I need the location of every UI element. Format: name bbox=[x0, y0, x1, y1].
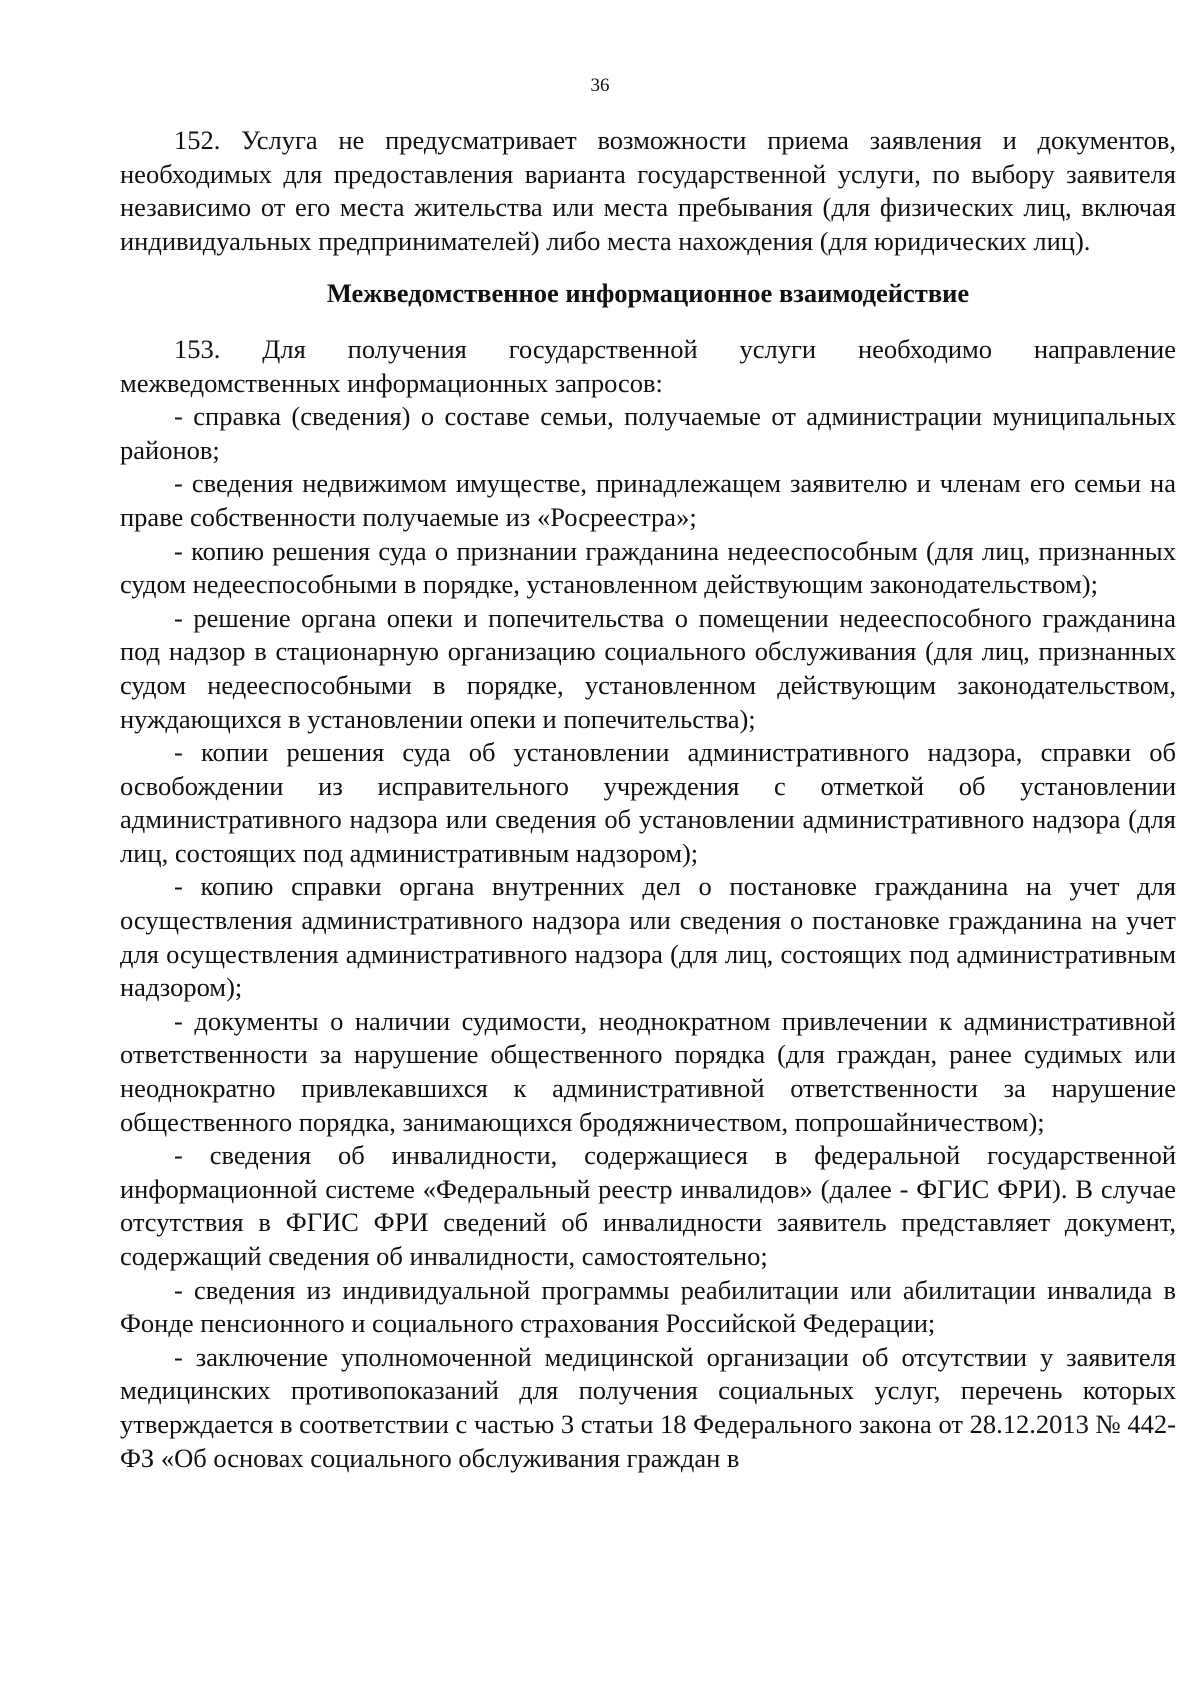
list-item-family-composition: - справка (сведения) о составе семьи, получаемые от администрации муниципальных районов; bbox=[120, 401, 1176, 465]
paragraph-153: 153. Для получения государственной услуги необходимо направление межведомственных информационных запросов: bbox=[120, 333, 1176, 398]
page-number: 36 bbox=[590, 75, 610, 96]
section-heading: Межведомственное информационное взаимодействие bbox=[326, 278, 970, 309]
list-item-medical-conclusion: - заключение уполномоченной медицинской организации об отсутствии у заявителя медицинских противопоказаний для получения социальных услуг, перечень которых утверждается в соответствии с частью 3 статьи 18 Федерального закона от 28.12.2013 № 442-ФЗ «Об основах социального обслуживания граждан в bbox=[120, 1341, 1176, 1473]
list-item-criminal-record: - документы о наличии судимости, неоднократном привлечении к административной ответственности за нарушение общественного порядка (для граждан, ранее судимых или неоднократно привлекавшихся к административной ответственности за нарушение общественного порядка, занимающихся бродяжничеством, попрошайничеством); bbox=[120, 1005, 1176, 1137]
list-item-police-registration: - копию справки органа внутренних дел о постановке гражданина на учет для осуществления административного надзора или сведения о постановке гражданина на учет для осуществления административного надзора (для лиц, состоящих под административным надзором); bbox=[120, 871, 1176, 1003]
document-body bbox=[120, 124, 1176, 1475]
list-item-court-incapacity: - копию решения суда о признании гражданина недееспособным (для лиц, признанных судом недееспособными в порядке, установленном действующим законодательством); bbox=[120, 535, 1176, 600]
list-item-administrative-supervision: - копии решения суда об установлении административного надзора, справки об освобождении из исправительного учреждения с отметкой об установлении административного надзора или сведения об установлении административного надзора (для лиц, состоящих под административным надзором); bbox=[120, 737, 1176, 868]
list-item-rehabilitation-program: - сведения из индивидуальной программы реабилитации или абилитации инвалида в Фонде пенсионного и социального страхования Российской Федерации; bbox=[120, 1274, 1176, 1339]
paragraph-152: 152. Услуга не предусматривает возможности приема заявления и документов, необходимых для предоставления варианта государственной услуги, по выбору заявителя независимо от его места жительства или места пребывания (для физических лиц, включая индивидуальных предпринимателей) либо места нахождения (для юридических лиц). bbox=[120, 125, 1176, 256]
list-item-disability-info: - сведения об инвалидности, содержащиеся в федеральной государственной информационной системе «Федеральный реестр инвалидов» (далее - ФГИС ФРИ). В случае отсутствия в ФГИС ФРИ сведений об инвалидности заявитель представляет документ, содержащий сведения об инвалидности, самостоятельно; bbox=[120, 1140, 1176, 1271]
list-item-real-estate: - сведения недвижимом имуществе, принадлежащем заявителю и членам его семьи на праве собственности получаемые из «Росреестра»; bbox=[120, 468, 1176, 532]
list-item-guardianship-decision: - решение органа опеки и попечительства о помещении недееспособного гражданина под надзор в стационарную организацию социального обслуживания (для лиц, признанных судом недееспособными в порядке, установленном действующим законодательством, нуждающихся в установлении опеки и попечительства); bbox=[120, 602, 1176, 734]
